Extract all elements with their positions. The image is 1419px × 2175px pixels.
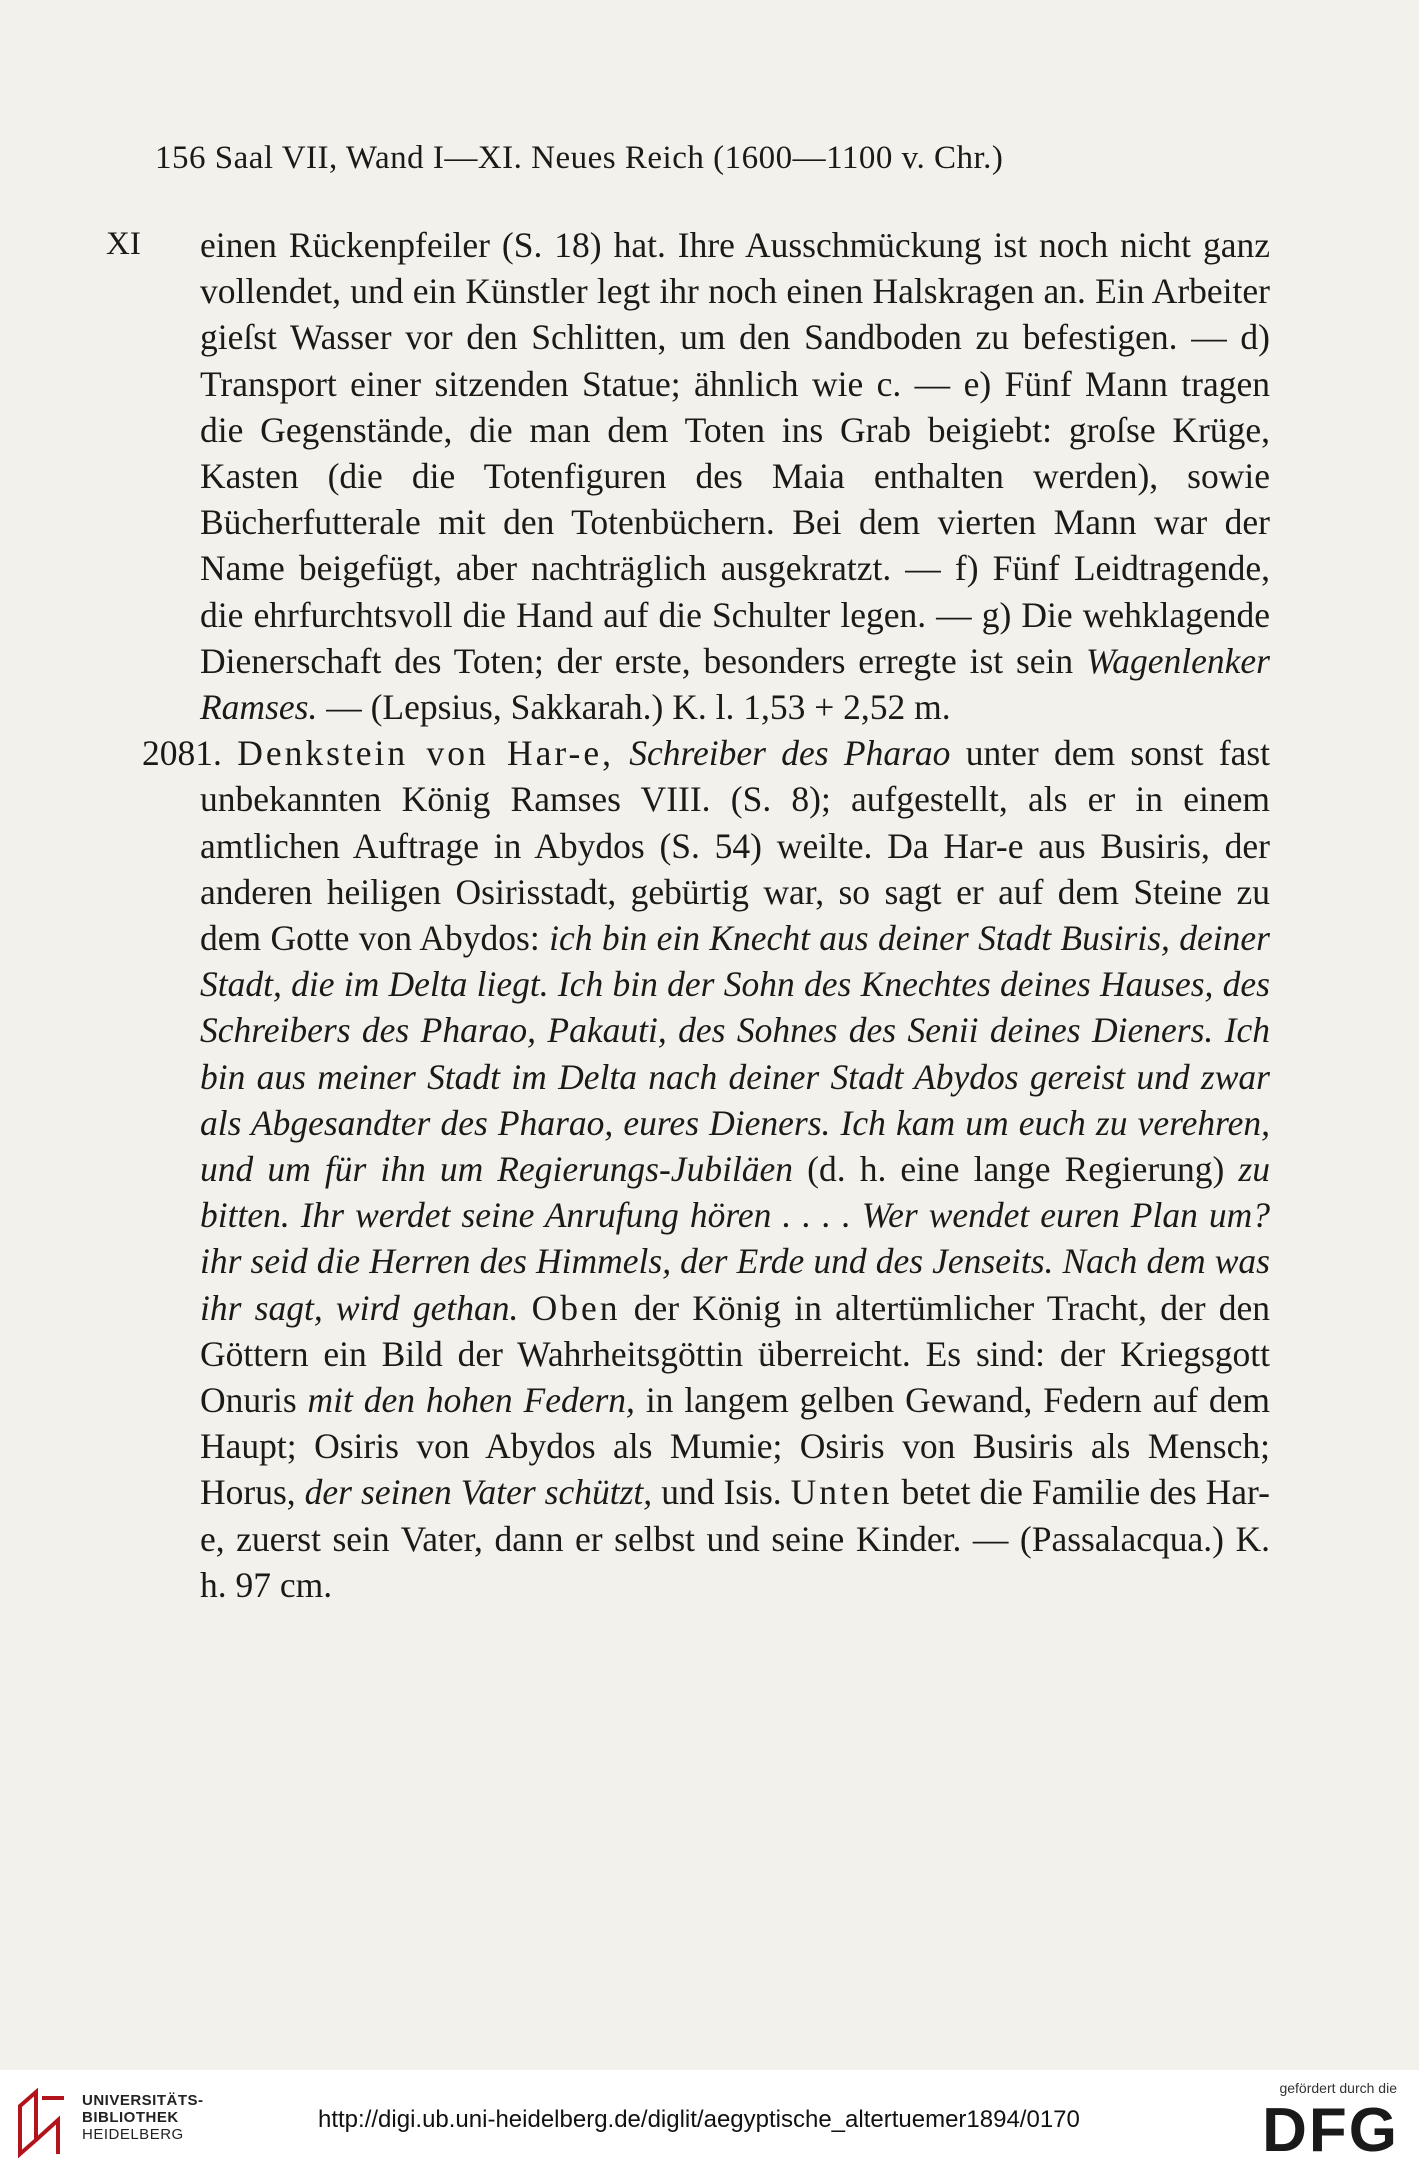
dfg-logo: DFG [1262,2096,1399,2165]
library-name-line: BIBLIOTHEK [82,2109,179,2126]
library-name [82,2092,204,2143]
italic-phrase: der seinen Vater schützt, [304,1472,653,1513]
university-library-logo-icon [14,2084,74,2160]
funding-caption: gefördert durch die [1279,2080,1397,2096]
spaced-word: Unten [790,1472,893,1513]
text-run: betet die Familie des Har-e, zuerst sein Vater, dann er selbst und seine Kinder. — (Passalacqua.) K. h. 97 cm. [200,1472,1270,1605]
running-header: 156 Saal VII, Wand I—XI. Neues Reich (1600—1100 v. Chr.) [155,140,1004,176]
entry-heading: Denkstein von Har-e, [237,733,614,774]
italic-phrase: Schreiber des Pharao [629,733,951,774]
paragraph-continuation [200,222,1270,730]
spaced-word: Oben [531,1287,621,1328]
entry-number: 2081. [142,733,222,774]
text-run: (d. h. eine lange Regierung) [793,1149,1239,1190]
paragraph-text: einen Rückenpfeiler (S. 18) hat. Ihre Ausschmückung ist noch nicht ganz vollendet, und ein Künstler legt ihr noch einen Halskragen an. Ein Arbeiter gieſst Wasser vor den Schlitten, um den Sandboden zu befestigen. — d) Transport einer sitzenden Statue; ähnlich wie c. — e) Fünf Mann tragen die Gegenstände, die man dem Toten ins Grab beigiebt: groſse Krüge, Kasten (die die Totenfiguren des Maia enthalten werden), sowie Bücherfutterale mit den Totenbüchern. Bei dem vierten Mann war der Name beigefügt, aber nachträglich ausgekratzt. — f) Fünf Leidtragende, die ehrfurchtsvoll die Hand auf die Schulter legen. — g) Die wehklagende Dienerschaft des Toten; der erste, besonders erregte ist sein [200,225,1270,681]
italic-quote: zu bitten. Ihr werdet seine Anrufung hören . . . . Wer wendet euren Plan um? ihr seid die Herren des Himmels, der Erde und des Jenseits. Nach dem was ihr sagt, wird gethan. [200,1149,1270,1328]
text-run: in langem gelben Gewand, Federn auf dem Haupt; Osiris von Abydos als Mumie; Osiris von Busiris als Mensch; Horus, [200,1380,1271,1513]
italic-quote: ich bin ein Knecht aus deiner Stadt Busiris, deiner Stadt, die im Delta liegt. Ich bin der Sohn des Knechtes deines Hauses, des Schreibers des Pharao, Pakauti, des Sohnes des Senii deines Dieners. Ich bin aus meiner Stadt im Delta nach deiner Stadt Abydos gereist und zwar als Abgesandter des Pharao, eures Dieners. Ich kam um euch zu verehren, und um für ihn um Regierungs-Jubiläen [200,918,1270,1190]
italic-phrase: Wagenlenker Ramses. [200,640,1270,728]
source-url-link[interactable]: http://digi.ub.uni-heidelberg.de/diglit/aegyptische_altertuemer1894/0170 [318,2106,1080,2133]
text-run: der König in altertümlicher Tracht, der den Göttern ein Bild der Wahrheitsgöttin überreicht. Es sind: der Kriegsgott Onuris [200,1287,1271,1421]
entry-2081 [142,730,1271,1608]
library-name-line: HEIDELBERG [82,2126,184,2143]
library-name-line: UNIVERSITÄTS- [82,2092,204,2109]
text-run [518,1288,531,1328]
text-run: unter dem sonst fast unbekannten König Ramses VIII. (S. 8); aufgestellt, als er in einem amtlichen Auftrage in Abydos (S. 54) weilte. Da Har-e aus Busiris, der anderen heiligen Osirisstadt, gebürtig war, so sagt er auf dem Steine zu dem Gotte von Abydos: [200,733,1270,959]
footer-bar [0,2070,1419,2175]
main-text [142,222,1271,1608]
margin-section-label: XI [106,226,141,262]
text-run: und Isis. [652,1472,791,1513]
paragraph-tail: — (Lepsius, Sakkarah.) K. l. 1,53 + 2,52 m. [317,687,951,728]
italic-phrase: mit den hohen Federn, [307,1380,635,1421]
text-run [614,733,629,773]
